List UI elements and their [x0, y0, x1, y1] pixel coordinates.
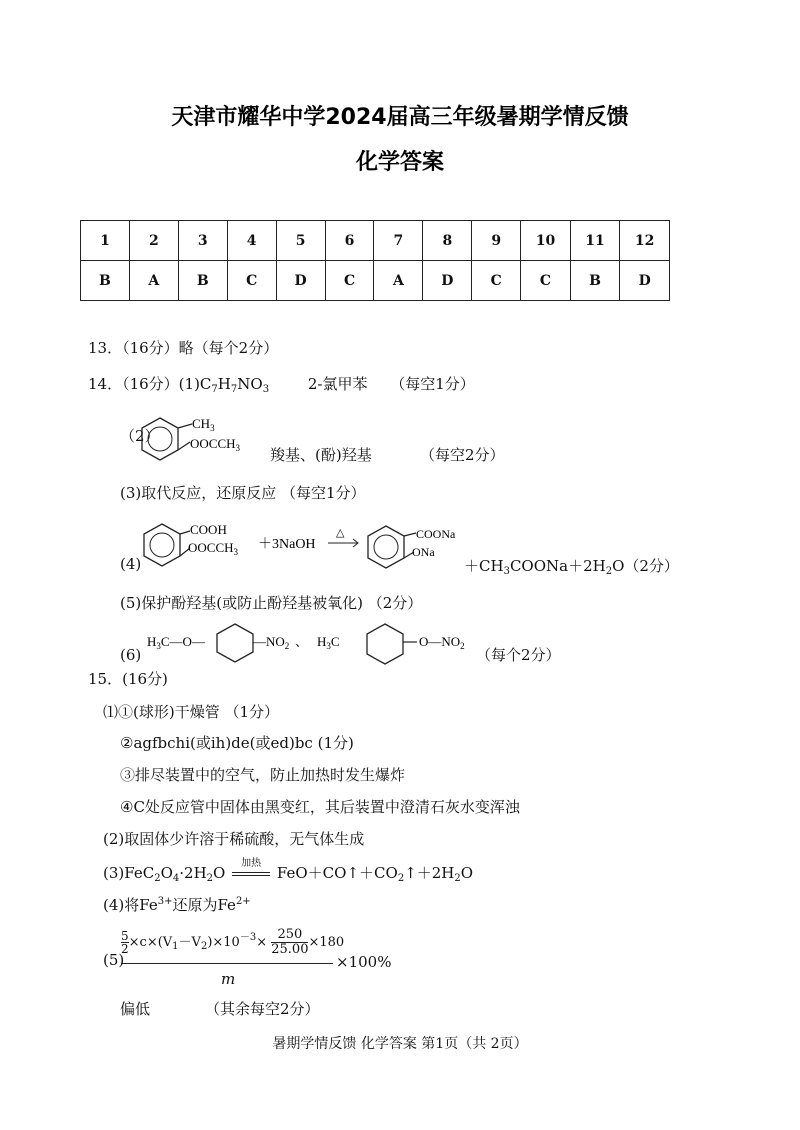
q14-formula-a: 14．（16分）(1)C [88, 375, 212, 393]
question-number-cell: 10 [521, 221, 571, 261]
question-number-cell: 2 [129, 221, 178, 261]
answer-cell: A [374, 261, 423, 301]
page-subtitle: 化学答案 [355, 150, 444, 175]
q14-sub: 3 [503, 566, 510, 577]
q15-line-3: ③排尽装置中的空气，防止加热时发生爆炸 [120, 766, 406, 784]
numerator [121, 928, 344, 957]
q15-sup: 2+ [235, 896, 251, 907]
q13-line: 13．（16分）略（每个2分） [88, 339, 279, 357]
ester-label: $OOCCH_3$ [190, 436, 241, 453]
page-footer: 暑期学情反馈 化学答案 第1页（共 2页） [272, 1036, 528, 1052]
q15-sub: 2 [206, 873, 214, 884]
q14-2-score: （每空2分） [420, 446, 505, 464]
question-number-cell: 8 [423, 221, 472, 261]
question-number-cell: 7 [374, 221, 423, 261]
ch3-label: $CH_3$ [192, 416, 215, 433]
q15-final-answer: 偏低 [120, 1000, 151, 1018]
ono2-label: $O—NO_2$ [419, 634, 465, 651]
q14-sub: 3 [262, 384, 270, 395]
expr-sup: －3 [239, 932, 257, 943]
answer-cell: B [570, 261, 620, 301]
bond-line [178, 442, 190, 450]
q14-3-line: (3)取代反应，还原反应 （每空1分） [120, 484, 366, 502]
frac-den: 2 [121, 942, 129, 956]
formula-part: FeO＋CO↑＋CO [276, 864, 398, 882]
q14-formula-c: NO [237, 375, 263, 393]
q15-line-5: (2)取固体少许溶于稀硫酸，无气体生成 [103, 830, 365, 848]
question-number-cell: 9 [472, 221, 521, 261]
formula-part: O [160, 864, 173, 882]
q15-line-1: ⑴①(球形)干燥管 （1分） [103, 703, 280, 721]
answer-cell: C [472, 261, 521, 301]
no2-label-1: $—NO_2$ [253, 634, 290, 651]
q15-5-prefix: (5) [103, 951, 125, 969]
frac-num: 250 [271, 928, 308, 943]
q14-sub: 7 [211, 384, 218, 395]
heat-arrow [230, 858, 272, 882]
bond-line [404, 533, 416, 536]
answer-cell: A [129, 261, 178, 301]
q14-score: （每空1分） [390, 375, 475, 393]
q14-5-line: (5)保护酚羟基(或防止酚羟基被氧化) （2分） [120, 594, 423, 612]
denominator-m: m [221, 970, 236, 988]
expr-sub: 2 [200, 941, 208, 952]
question-number-cell: 11 [570, 221, 620, 261]
question-number-cell: 3 [178, 221, 227, 261]
ona-label: ONa [412, 545, 435, 559]
q14-name: 2-氯甲苯 [307, 375, 368, 393]
answer-cell: B [81, 261, 130, 301]
bond-line [180, 531, 190, 534]
formula-part: ↑＋2H [404, 864, 455, 882]
q15-sub: 2 [397, 873, 405, 884]
formula-part: O [460, 864, 474, 882]
answer-cell: D [620, 261, 670, 301]
ester-label: $OOCCH_3$ [188, 540, 239, 557]
frac-den: 25.00 [271, 942, 309, 957]
heat-symbol: △ [336, 527, 345, 539]
answer-cell: D [423, 261, 472, 301]
answer-cell: B [178, 261, 227, 301]
benzene-ring-product [368, 526, 404, 568]
q14-sub: 7 [230, 384, 238, 395]
expr-sub: 1 [172, 941, 179, 952]
question-number-cell: 1 [81, 221, 130, 261]
q14-4-prefix: (4) [120, 555, 142, 573]
percent-label: ×100% [336, 953, 392, 971]
answer-cell: C [521, 261, 571, 301]
main-fraction-bar [121, 963, 333, 964]
expr-part: × [256, 935, 268, 950]
five-halves [121, 930, 129, 955]
q14-6-prefix: (6) [120, 646, 142, 664]
formula-part: (3)FeC [103, 864, 155, 882]
equal-line-top [232, 872, 270, 873]
benzene-ring [142, 418, 178, 460]
expr-part: )×10 [207, 935, 240, 950]
formula-part: ＋CH [464, 557, 504, 575]
q15-sub: 4 [172, 873, 180, 884]
answer-table-answer-row [81, 261, 670, 301]
formula-part: O [213, 864, 226, 882]
benzene-inner-circle [148, 427, 172, 451]
answer-cell: C [227, 261, 276, 301]
equal-line-bottom [232, 875, 270, 876]
answer-cell: D [276, 261, 325, 301]
formula-part: O（2分） [612, 557, 679, 575]
expr-part: ×c×(V [128, 935, 173, 950]
q15-equation [103, 858, 474, 884]
expr-part: －V [178, 935, 201, 950]
answer-table-number-row [81, 221, 670, 261]
benzene-ring-reactant [144, 524, 180, 566]
q15-line-4: ④C处反应管中固体由黑变红，其后装置中澄清石灰水变浑浊 [120, 798, 520, 816]
h3c-label-2: $H_3C$ [317, 634, 340, 651]
bond-line [178, 424, 192, 428]
page-title: 天津市耀华中学2024届高三年级暑期学情反馈 [171, 105, 629, 130]
question-number-cell: 6 [325, 221, 374, 261]
naoh-label: ＋3NaOH [258, 537, 316, 552]
heat-label: 加热 [241, 858, 262, 869]
q15-head: 15．(16分) [88, 670, 168, 688]
q14-formula-b: H [217, 375, 231, 393]
coona-label: COONa [416, 527, 456, 541]
question-number-cell: 5 [276, 221, 325, 261]
formula-part: COONa＋2H [509, 557, 606, 575]
text-part: (4)将Fe [103, 896, 158, 914]
h3c-label-1: $H_3C—O—$ [147, 634, 205, 651]
text-part: 还原为Fe [172, 896, 236, 914]
separator: 、 [295, 634, 309, 649]
q15-sub: 2 [454, 873, 461, 884]
q14-6-score: （每个2分） [476, 646, 561, 664]
frac-num: 5 [121, 929, 129, 943]
benzene-inner-circle [150, 533, 174, 557]
benzene-ring-a [217, 624, 253, 662]
q15-line-7 [103, 894, 251, 915]
q14-4-tail [464, 555, 679, 577]
q14-6-structures [145, 620, 485, 666]
expr-part: ×180 [308, 935, 345, 950]
q15-final-score: （其余每空2分） [205, 1000, 320, 1018]
q15-sub: 2 [154, 873, 161, 884]
q14-4-reaction [140, 516, 470, 578]
ratio-fraction [271, 928, 308, 957]
formula-part: ·2H [179, 864, 207, 882]
cooh-label: COOH [190, 522, 227, 537]
q14-sub: 2 [605, 566, 613, 577]
answer-table [80, 220, 670, 301]
q14-line-1 [88, 373, 475, 395]
q14-2-text: 羧基、(酚)羟基 [270, 446, 372, 464]
answer-cell: C [325, 261, 374, 301]
q14-2-structure [140, 412, 280, 468]
q15-line-2: ②agfbchi(或ih)de(或ed)bc (1分) [120, 734, 354, 752]
q15-sup: 3+ [157, 896, 173, 907]
benzene-ring-b [367, 624, 403, 664]
question-number-cell: 4 [227, 221, 276, 261]
question-number-cell: 12 [620, 221, 670, 261]
q14-2-prefix: （2） [120, 427, 160, 445]
benzene-inner-circle [374, 535, 398, 559]
